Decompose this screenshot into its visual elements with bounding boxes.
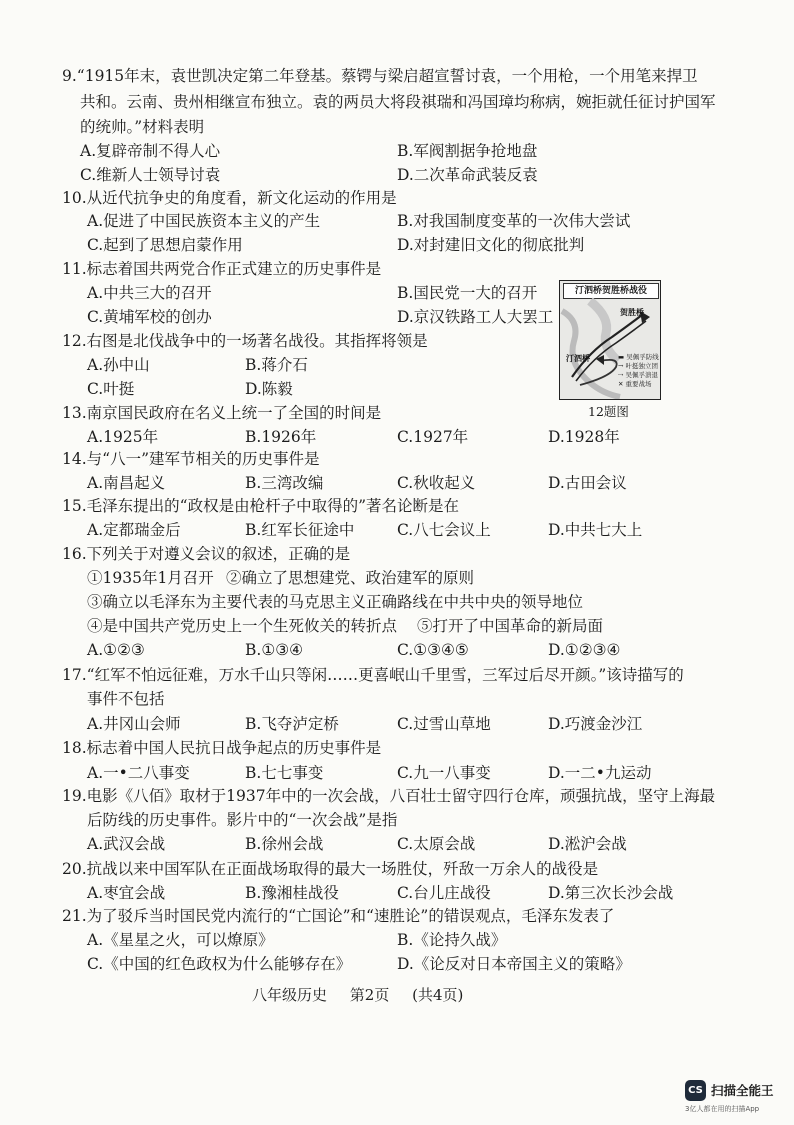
option-b: B.徐州会战 bbox=[245, 835, 324, 853]
statement-3: ③确立以毛泽东为主要代表的马克思主义正确路线在中共中央的领导地位 bbox=[87, 593, 584, 611]
option-d: D.第三次长沙会战 bbox=[548, 884, 674, 902]
camscanner-logo-icon: CS bbox=[685, 1080, 706, 1101]
option-b: B.红军长征途中 bbox=[245, 521, 355, 539]
legend-item: ▬ 吴佩孚防线 bbox=[618, 353, 659, 361]
question-stem-line: 21.为了驳斥当时国民党内流行的“亡国论”和“速胜论”的错误观点，毛泽东发表了 bbox=[62, 907, 615, 925]
option-b: B.①③④ bbox=[245, 641, 304, 659]
legend-item: → 叶挺独立团 bbox=[618, 362, 659, 370]
question-stem-line: 16.下列关于对遵义会议的叙述，正确的是 bbox=[62, 545, 351, 563]
option-a: A.井冈山会师 bbox=[87, 715, 181, 733]
option-d: D.一二•九运动 bbox=[548, 764, 652, 782]
option-a: A.南昌起义 bbox=[87, 474, 166, 492]
place-label-hesheng: 贺胜桥 bbox=[620, 307, 644, 317]
option-d: D.古田会议 bbox=[548, 474, 627, 492]
option-d: D.1928年 bbox=[548, 428, 620, 446]
option-a: A.促进了中国民族资本主义的产生 bbox=[87, 212, 321, 230]
battle-map-figure bbox=[559, 280, 661, 400]
option-a: A.中共三大的召开 bbox=[87, 284, 212, 302]
question-stem-line: 13.南京国民政府在名义上统一了全国的时间是 bbox=[62, 404, 382, 422]
option-a: A.①②③ bbox=[87, 641, 145, 659]
option-c: C.维新人士领导讨袁 bbox=[80, 166, 221, 184]
option-c: C.1927年 bbox=[397, 428, 469, 446]
question-stem-line: 12.右图是北伐战争中的一场著名战役。其指挥将领是 bbox=[62, 332, 428, 350]
statement-4: ④是中国共产党历史上一个生死攸关的转折点 bbox=[87, 617, 398, 635]
option-c: C.《中国的红色政权为什么能够存在》 bbox=[87, 955, 352, 973]
statement-5: ⑤打开了中国革命的新局面 bbox=[417, 617, 604, 635]
option-b: B.军阀割据争抢地盘 bbox=[397, 142, 538, 160]
legend-item: ⇢ 吴佩孚溃退 bbox=[618, 371, 659, 379]
footer-page-number: 第2页 bbox=[349, 986, 390, 1004]
scanner-watermark bbox=[685, 1080, 790, 1120]
option-d: D.淞沪会战 bbox=[548, 835, 627, 853]
option-c: C.叶挺 bbox=[87, 380, 135, 398]
option-c: C.过雪山草地 bbox=[397, 715, 491, 733]
question-stem-line: 11.标志着国共两党合作正式建立的历史事件是 bbox=[62, 260, 382, 278]
option-b: B.豫湘桂战役 bbox=[245, 884, 339, 902]
footer-subject: 八年级历史 bbox=[252, 986, 328, 1004]
page-footer bbox=[252, 984, 481, 1005]
option-c: C.起到了思想启蒙作用 bbox=[87, 236, 243, 254]
scanner-tagline: 3亿人都在用的扫描App bbox=[685, 1105, 760, 1113]
figure-title: 汀泗桥贺胜桥战役 bbox=[563, 283, 659, 299]
option-d: D.中共七大上 bbox=[548, 521, 643, 539]
question-stem-line: 20.抗战以来中国军队在正面战场取得的最大一场胜仗，歼敌一万余人的战役是 bbox=[62, 860, 599, 878]
option-a: A.枣宜会战 bbox=[87, 884, 166, 902]
figure-caption: 12题图 bbox=[588, 404, 629, 419]
footer-total-pages: (共4页) bbox=[412, 986, 464, 1004]
option-a: A.1925年 bbox=[87, 428, 159, 446]
option-c: C.①③④⑤ bbox=[397, 641, 469, 659]
question-stem-line: 的统帅。”材料表明 bbox=[80, 118, 205, 136]
question-stem-line: 9.“1915年末，袁世凯决定第二年登基。蔡锷与梁启超宣誓讨袁，一个用枪，一个用笔来捍卫 bbox=[62, 67, 698, 85]
scanner-app-name: 扫描全能王 bbox=[711, 1083, 774, 1098]
option-d: D.对封建旧文化的彻底批判 bbox=[397, 236, 585, 254]
statement-1: ①1935年1月召开 bbox=[87, 569, 214, 587]
option-c: C.八七会议上 bbox=[397, 521, 491, 539]
option-a: A.一•二八事变 bbox=[87, 764, 190, 782]
statement-2: ②确立了思想建党、政治建军的原则 bbox=[226, 569, 475, 587]
question-stem-line: 15.毛泽东提出的“政权是由枪杆子中取得的”著名论断是在 bbox=[62, 497, 460, 515]
option-d: D.京汉铁路工人大罢工 bbox=[397, 308, 554, 326]
option-b: B.三湾改编 bbox=[245, 474, 324, 492]
question-stem-line: 10.从近代抗争史的角度看，新文化运动的作用是 bbox=[62, 189, 397, 207]
question-stem-line: 共和。云南、贵州相继宣布独立。袁的两员大将段祺瑞和冯国璋均称病，婉拒就任征讨护国军 bbox=[80, 93, 716, 111]
option-b: B.国民党一大的召开 bbox=[397, 284, 538, 302]
figure-legend bbox=[618, 353, 659, 389]
option-a: A.复辟帝制不得人心 bbox=[80, 142, 221, 160]
legend-item: ✕ 重要战场 bbox=[618, 380, 652, 388]
option-d: D.①②③④ bbox=[548, 641, 621, 659]
question-stem-line: 18.标志着中国人民抗日战争起点的历史事件是 bbox=[62, 739, 382, 757]
question-stem-line: 14.与“八一”建军节相关的历史事件是 bbox=[62, 450, 320, 468]
option-d: D.二次革命武装反袁 bbox=[397, 166, 538, 184]
option-c: C.秋收起义 bbox=[397, 474, 476, 492]
place-label-tingsi: 汀泗桥 bbox=[566, 353, 590, 363]
option-c: C.台儿庄战役 bbox=[397, 884, 491, 902]
option-d: D.巧渡金沙江 bbox=[548, 715, 643, 733]
option-b: B.蒋介石 bbox=[245, 356, 308, 374]
option-c: C.黄埔军校的创办 bbox=[87, 308, 212, 326]
option-b: B.1926年 bbox=[245, 428, 317, 446]
option-a: A.定都瑞金后 bbox=[87, 521, 181, 539]
option-d: D.陈毅 bbox=[245, 380, 293, 398]
option-b: B.飞夺泸定桥 bbox=[245, 715, 339, 733]
question-stem-line: 事件不包括 bbox=[87, 690, 165, 708]
option-b: B.《论持久战》 bbox=[397, 931, 507, 949]
question-stem-line: 后防线的历史事件。影片中的“一次会战”是指 bbox=[87, 811, 398, 829]
option-b: B.对我国制度变革的一次伟大尝试 bbox=[397, 212, 631, 230]
option-c: C.九一八事变 bbox=[397, 764, 491, 782]
option-b: B.七七事变 bbox=[245, 764, 324, 782]
option-a: A.孙中山 bbox=[87, 356, 150, 374]
option-a: A.《星星之火，可以燎原》 bbox=[87, 931, 274, 949]
option-c: C.太原会战 bbox=[397, 835, 476, 853]
question-stem-line: 19.电影《八佰》取材于1937年中的一次会战，八百壮士留守四行仓库，顽强抗战，坚守上海最 bbox=[62, 787, 716, 805]
question-stem-line: 17.“红军不怕远征难，万水千山只等闲……更喜岷山千里雪，三军过后尽开颜。”该诗描写的 bbox=[62, 666, 684, 684]
option-d: D.《论反对日本帝国主义的策略》 bbox=[397, 955, 631, 973]
option-a: A.武汉会战 bbox=[87, 835, 166, 853]
